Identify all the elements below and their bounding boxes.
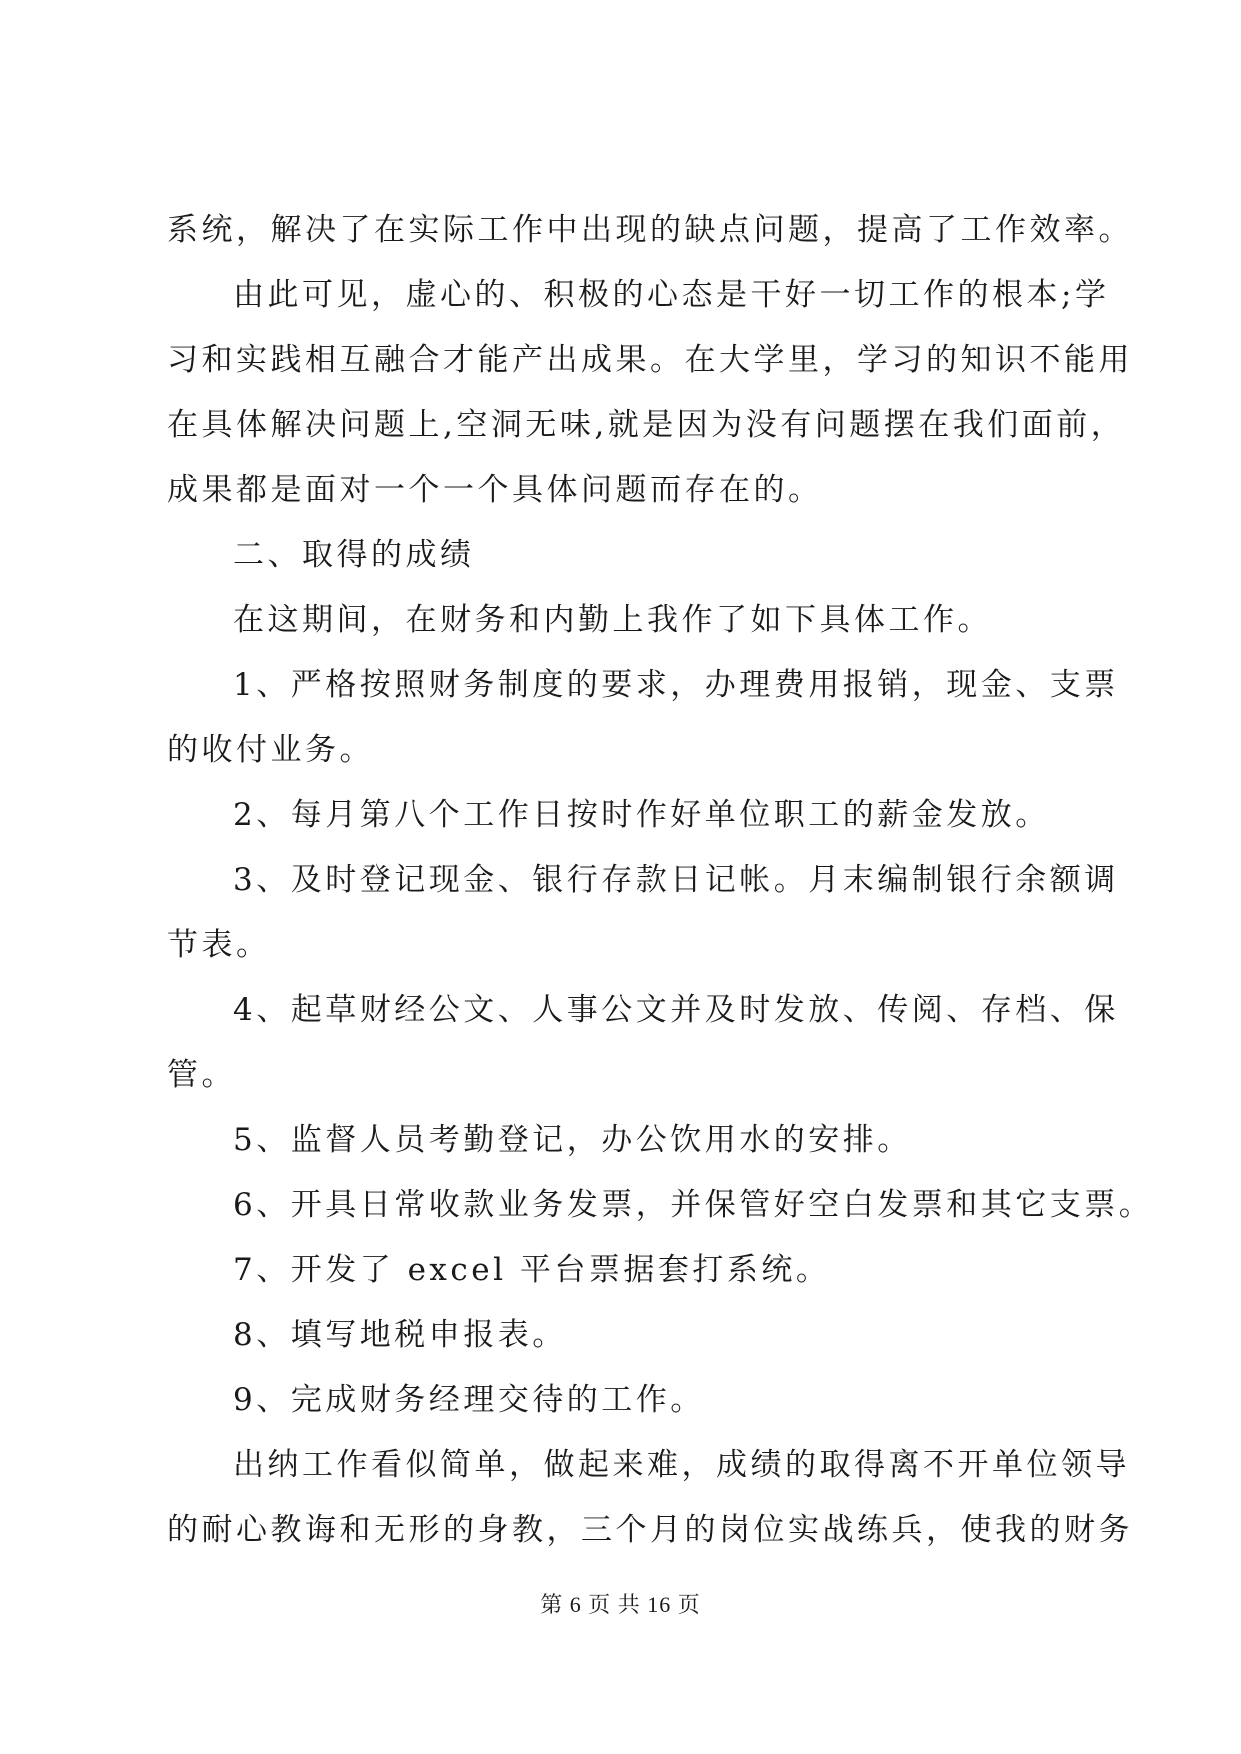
list-item: 2、每月第八个工作日按时作好单位职工的薪金发放。 <box>233 797 1050 833</box>
text-line: 的耐心教诲和无形的身教，三个月的岗位实战练兵，使我的财务 <box>167 1512 1133 1548</box>
document-body <box>167 198 1154 1563</box>
text-line: 在具体解决问题上,空洞无味,就是因为没有问题摆在我们面前， <box>167 407 1126 443</box>
list-item: 8、填写地税申报表。 <box>233 1317 567 1353</box>
text-line: 由此可见，虚心的、积极的心态是干好一切工作的根本;学 <box>233 277 1110 313</box>
list-item: 9、完成财务经理交待的工作。 <box>233 1382 705 1418</box>
text-line: 管。 <box>167 1057 236 1093</box>
text-line: 成果都是面对一个一个具体问题而存在的。 <box>167 472 823 508</box>
page-number-footer: 第 6 页 共 16 页 <box>540 1592 701 1617</box>
text-line: 在这期间，在财务和内勤上我作了如下具体工作。 <box>233 602 992 638</box>
list-item: 3、及时登记现金、银行存款日记帐。月末编制银行余额调 <box>233 862 1119 898</box>
text-line: 出纳工作看似简单，做起来难，成绩的取得离不开单位领导 <box>233 1447 1130 1483</box>
list-item: 5、监督人员考勤登记，办公饮用水的安排。 <box>233 1122 912 1158</box>
section-heading: 二、取得的成绩 <box>233 537 475 573</box>
list-item: 7、开发了 excel 平台票据套打系统。 <box>233 1252 831 1288</box>
text-line: 系统，解决了在实际工作中出现的缺点问题，提高了工作效率。 <box>167 212 1133 248</box>
list-item: 1、严格按照财务制度的要求，办理费用报销，现金、支票 <box>233 667 1119 703</box>
text-line: 习和实践相互融合才能产出成果。在大学里，学习的知识不能用 <box>167 342 1133 378</box>
text-line: 节表。 <box>167 927 271 963</box>
list-item: 6、开具日常收款业务发票，并保管好空白发票和其它支票。 <box>233 1187 1154 1223</box>
text-line: 的收付业务。 <box>167 732 374 768</box>
list-item: 4、起草财经公文、人事公文并及时发放、传阅、存档、保 <box>233 992 1119 1028</box>
